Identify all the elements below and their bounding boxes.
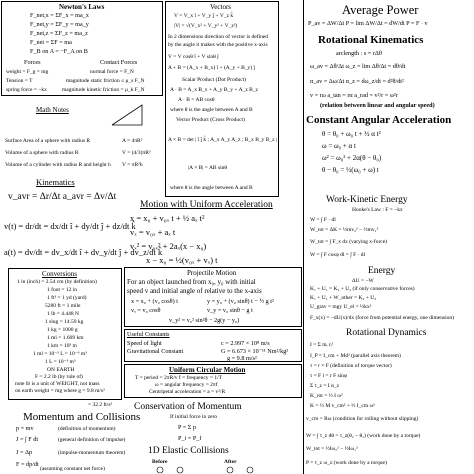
equation: Σ τ_z = I α_z: [310, 383, 340, 389]
elastic-after-label: After: [224, 459, 237, 465]
equation: A × B = det | î ĵ k̂ ; A_x A_y A_z ; B_x B_y B_z |: [168, 137, 278, 143]
equation: vₓ = v₀ₓ + aₓ t: [130, 227, 176, 237]
equation: ω_av = Δθ/Δt ω_z = lim Δθ/Δt = dθ/dt: [310, 63, 406, 70]
equation: v = rω a_tan = rα a_rad = v²/r = ω²r: [310, 92, 398, 99]
equation: W_tot = ∫ F_x dx (varying x-force): [310, 239, 388, 245]
equation: Tension = T: [6, 78, 33, 84]
equation-note: (definition of momentum): [58, 426, 116, 432]
conversion-row: 1 in (inch) = 2.54 cm (by definition): [17, 279, 97, 285]
work-energy-title: Work-Kinetic Energy: [326, 195, 408, 205]
circular-row: ω = angular frequency = 2πf: [155, 382, 218, 388]
equation: I_P = I_cm + Md² (parallel axis theorem): [310, 353, 401, 359]
conversion-row: 1 kg = 1000 g: [47, 327, 78, 333]
equation: I = Σ mᵢ rᵢ²: [310, 342, 334, 348]
equation: J = Δp: [16, 449, 33, 456]
conservation-sub: If initial force in zero: [170, 414, 218, 420]
math-row-label: Surface Area of a sphere with radius R: [5, 138, 91, 144]
rotational-kinematics-title: Rotational Kinematics: [318, 34, 424, 46]
section-title: Uniform Circular Motion: [169, 366, 246, 374]
equation: P_i = P_f: [178, 435, 202, 442]
rotational-dynamics-title: Rotational Dynamics: [346, 328, 427, 338]
equation: F = dp/dt: [16, 461, 39, 468]
conversion-row: on earth weight = mg where g = 9.8 m/s²: [15, 388, 105, 394]
collision-diagram: [140, 466, 270, 474]
equation: |A × B| = AB sinθ: [188, 165, 228, 171]
section-title: Conversions: [42, 270, 77, 278]
conversion-row: 1 L = 10⁻³ m³: [45, 359, 76, 365]
equation: W = ∫ τ_z dθ = τ_z(θ₂ − θ₁) (work done by a torque): [306, 433, 421, 439]
constant-value: c = 2.997 × 10⁸ m/s: [221, 340, 270, 347]
equation: x − x₀ = ½(v₀ₓ + vₓ) t: [146, 255, 218, 265]
conversion-row: 5280 ft = 1 mile: [45, 303, 81, 309]
projectile-text: For an object launched from x₀, y₀ with initial: [127, 278, 256, 286]
average-power-title: Average Power: [342, 3, 419, 17]
label: Forces: [24, 59, 41, 66]
equation: v_y² = v₀² sin²θ − 2g(y − y₀): [169, 317, 240, 324]
section-title: Vectors: [210, 3, 231, 11]
equation: F_B on A = −F_A on B: [30, 48, 88, 55]
equation: P_av = ΔW/Δt P = lim ΔW/Δt = dW/dt P = F · v: [308, 20, 428, 27]
section-title: Projectile Motion: [187, 269, 237, 277]
label: Contact Forces: [100, 59, 138, 66]
circular-motion-section: [124, 364, 302, 398]
equation: weight = F_g = mg: [6, 69, 49, 75]
projectile-section: [124, 267, 302, 327]
equation: P = τ_z ω_z (work done by a torque): [306, 460, 387, 466]
equation: ΔU = −W: [352, 278, 374, 284]
equation: v(t) = dr/dt = dx/dt î + dy/dt ĵ + dz/dt k̂: [4, 221, 136, 231]
triangle-diagram: [108, 101, 148, 131]
conversion-row: 1 ml = 10⁻³ L = 10⁻⁶ m³: [33, 351, 87, 357]
equation: v_avr = Δr/Δt a_avr = Δv/Δt: [8, 192, 117, 202]
math-row-value: V = πR²h: [122, 162, 143, 168]
equation: K₁ + U₁ = K₂ + U₂ (if only conservative forces): [310, 286, 415, 292]
equation: K = ½ M v_cm² + ½ I_cm ω²: [310, 403, 375, 409]
vectors-text: In 2 dimensions direction of vector is defined: [168, 34, 269, 40]
equation-note: (assuming constant net force): [40, 466, 105, 472]
section-title: Newton's Laws: [59, 3, 105, 11]
equation: magnitude kinetic friction = μ_k F_N: [62, 87, 145, 93]
math-notes-title: Math Notes: [36, 106, 69, 114]
energy-title: Energy: [368, 266, 396, 276]
equation: y = y₀ + (v₀ sinθ) t − ½ g t²: [207, 298, 274, 305]
conversion-row: 1 km = 10³ m: [47, 343, 77, 349]
equation: arclength : s = rΔθ: [336, 50, 382, 57]
vectors-text: by the angle it makes with the positive x-axis: [168, 42, 268, 48]
newtons-laws-section: [1, 1, 163, 96]
column-divider: [303, 0, 304, 474]
equation: |V| = √(V_x² + V_y² + V_z²): [174, 23, 238, 29]
conversions-section: [8, 268, 122, 400]
equation: α_av = Δω/Δt α_z = dω_z/dt = d²θ/dt²: [310, 78, 404, 85]
equation: vₓ = v₀ cosθ: [131, 307, 161, 314]
conversion-row: note lb is a unit of WEIGHT, not mass: [15, 381, 100, 387]
equation: A · B = AB cosθ: [178, 97, 215, 103]
equation: J = ∫ F dt: [16, 436, 39, 443]
projectile-text: speed v and initial angle of relative to the x-axis: [127, 287, 262, 295]
constant-value: g = 9.8 m/s²: [227, 355, 257, 362]
uniform-accel-title: Motion with Uniform Acceleration: [140, 200, 273, 210]
equation: a(t) = dv/dt = dv_x/dt î + dv_y/dt ĵ + dv_z/dt k̂: [4, 247, 163, 257]
equation: ω = ω₀ + α t: [322, 142, 356, 150]
circular-row: Centripetal acceleration = a = v²/R: [149, 389, 226, 395]
elastic-title: 1D Elastic Collisions: [148, 446, 229, 456]
conversion-row: F = 2.2 lb (by rule of): [35, 374, 83, 380]
equation: F_x(x) = −dU(x)/dx (force from potential energy, one dimension): [310, 315, 454, 321]
work-energy-sub: Hooke's Law : F = −kx: [352, 207, 403, 213]
constants-section: [124, 329, 302, 362]
constant-label: Gravitational Constant: [127, 348, 184, 355]
math-row-value: V = (4/3)πR³: [122, 150, 151, 156]
vectors-text: where θ is the angle between A and B: [170, 185, 253, 191]
equation: V = V cosθ î + V sinθ ĵ: [168, 54, 219, 60]
equation: θ = θ₀ + ω₀ t + ½ α t²: [322, 130, 381, 138]
conversion-row: ON EARTH: [47, 367, 75, 373]
conversion-row: 1 foot = 12 in: [47, 287, 77, 293]
equation: K_rot = ½ I ω²: [310, 393, 343, 399]
equation: P = Σ p: [178, 424, 197, 431]
momentum-title: Momentum and Collisions: [23, 411, 141, 423]
equation: v_cm = Rω (condition for rolling without slipping): [306, 416, 419, 422]
equation: ω² = ω₀² + 2α(θ − θ₀): [322, 154, 382, 162]
equation: τ = r × F (definition of torque vector): [310, 363, 392, 369]
equation: W = ∫ F · dl: [310, 217, 336, 223]
equation: spring force = −kx: [6, 87, 47, 93]
equation: F_net,z = ΣF_z = ma_z: [30, 30, 88, 37]
equation: θ − θ₀ = ½(ω₀ + ω) t: [322, 166, 379, 174]
equation: U_grav = mgy U_el = ½kx²: [310, 304, 372, 310]
conversion-row: 1 slug = 14.59 kg: [45, 319, 84, 325]
circular-row: T = period = 2πR/v f = frequency = 1/T: [135, 375, 223, 381]
equation: magnitude static friction ≤ μ_s F_N: [66, 78, 145, 84]
kinematics-title: Kinematics: [36, 177, 75, 187]
equation: W = ∫ F cosφ dl = ∫ F · dl: [310, 252, 366, 258]
equation: τ = F l = r F sinφ: [310, 373, 348, 379]
math-row-value: A = 4πR²: [122, 138, 143, 144]
equation: normal force = F_N: [90, 69, 134, 75]
equation: vₓ² = v₀ₓ² + 2aₓ(x − x₀): [130, 241, 207, 251]
elastic-before-label: Before: [152, 459, 168, 465]
vectors-text: where θ is the angle between A and B: [170, 107, 253, 113]
equation: F_net,y = ΣF_y = ma_y: [30, 21, 89, 28]
equation: V = V_x î + V_y ĵ + V_z k̂: [174, 13, 234, 19]
conversion-row: = 32.2 ft/s²: [88, 402, 113, 408]
math-row-label: Volume of a sphere with radius R: [5, 150, 79, 156]
equation: x = x₀ + v₀ₓ t + ½ aₓ t²: [130, 213, 205, 223]
equation: A + B = (A_x + B_x) î + (A_y + B_y) ĵ: [168, 65, 256, 71]
equation-note: (impulse-momentum theorem): [58, 450, 126, 456]
vectors-section: [165, 1, 279, 197]
equation: W_tot = ½Iω₂² − ½Iω₁²: [306, 446, 358, 452]
equation-note: (general definition of impulse): [58, 437, 126, 443]
equation: F_net,x = ΣF_x = ma_x: [30, 12, 89, 19]
equation: v_y = v₀ sinθ − g t: [207, 307, 253, 314]
equation: W_tot = ΔK = ½mv₂² − ½mv₁²: [310, 227, 379, 233]
equation-note: (relation between linear and angular speed): [320, 102, 435, 109]
equation: p = mv: [16, 425, 34, 432]
conservation-title: Conservation of Momentum: [134, 402, 242, 412]
math-row-label: Volume of a cylinder with radius R and height h: [5, 162, 111, 168]
constant-value: G = 6.673 × 10⁻¹¹ Nm²/kg²: [221, 348, 289, 355]
equation: A · B = A_x B_x + A_y B_y + A_z B_z: [170, 87, 258, 93]
conversion-row: 1 lb = 4.448 N: [47, 311, 79, 317]
conversion-row: 1 ft³ = 1 yd (yard): [47, 295, 87, 301]
equation: F_net = ΣF = ma: [30, 39, 72, 46]
section-title: Useful Constants: [127, 331, 170, 338]
constant-angular-title: Constant Angular Acceleration: [306, 114, 452, 126]
equation: x = x₀ + (v₀ cosθ) t: [131, 298, 178, 305]
conversion-row: 1 mi = 1.609 km: [47, 335, 84, 341]
subheading: Scalar Product (Dot Product): [182, 77, 246, 83]
equation: K₁ + U₁ + W_other = K₂ + U₂: [310, 295, 377, 301]
constant-label: Speed of light: [127, 340, 162, 347]
subheading: Vector Product (Cross Product): [176, 117, 245, 123]
